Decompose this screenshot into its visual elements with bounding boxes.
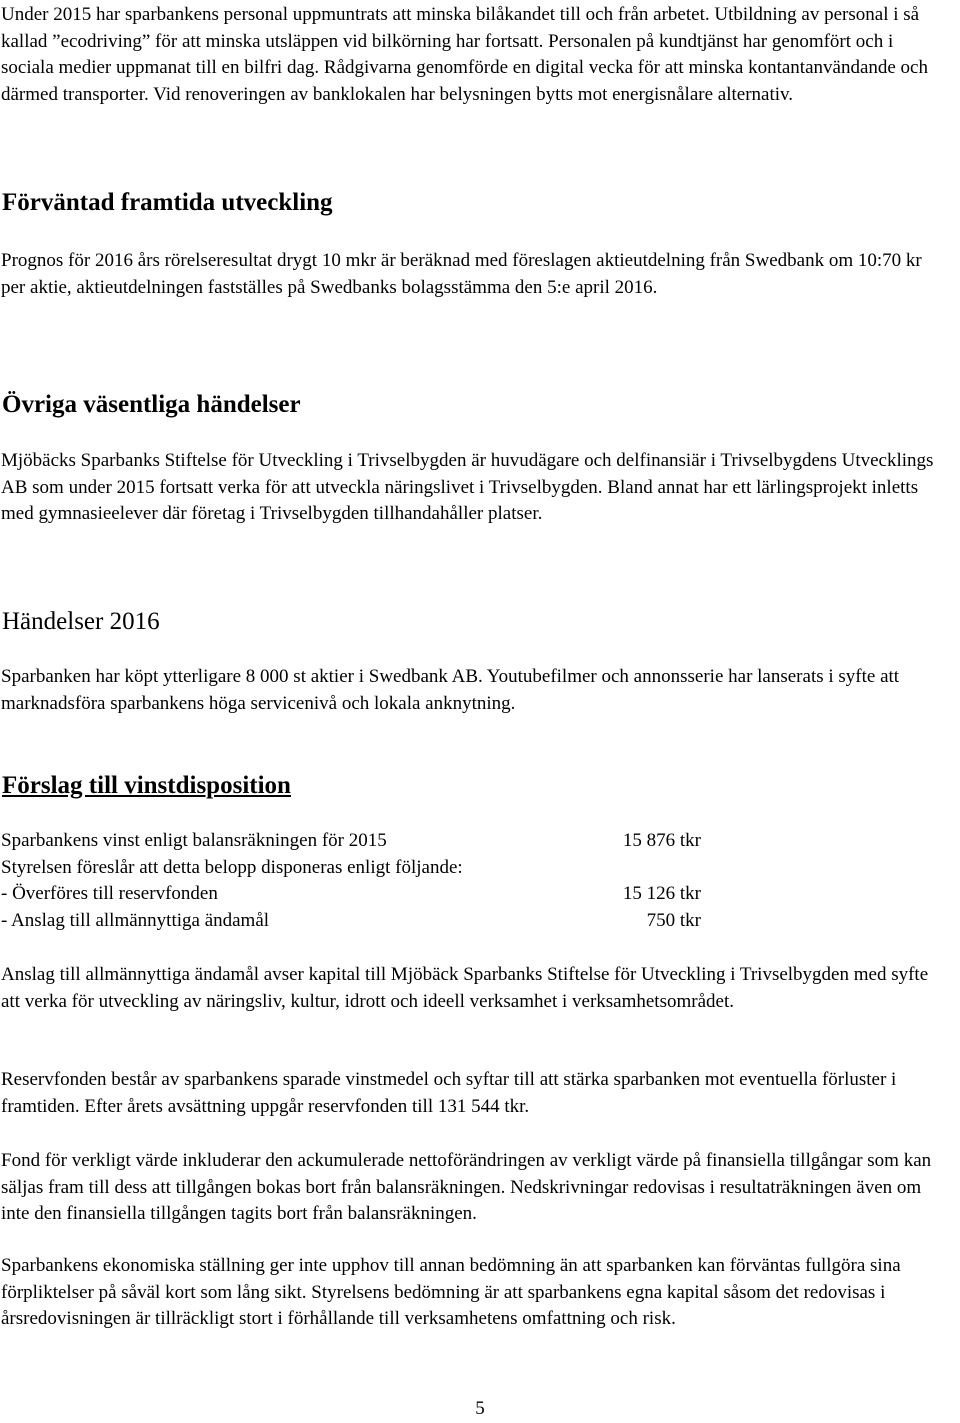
fair-value-fund-paragraph: Fond för verkligt värde inkluderar den ackumulerade nettoförändringen av verkligt värde på finansiella tillgångar som kan säljas fram till dess att tillgången bokas bort från balansräkningen. Nedskrivningar redovisas i resultaträkningen även om inte den finansiella tillgången tagits bort från balansräkningen. xyxy=(1,1150,932,1224)
page-number: 5 xyxy=(475,1398,485,1419)
allocation-paragraph: Anslag till allmännyttiga ändamål avser kapital till Mjöbäck Sparbanks Stiftelse för Utveckling i Trivselbygden med syfte att verka för utveckling av näringsliv, kultur, idrott och ideell verksamhet i verksamhetsområdet. xyxy=(1,964,929,1012)
disposition-row xyxy=(1,908,721,935)
other-events-text: Mjöbäcks Sparbanks Stiftelse för Utveckling i Trivselbygden är huvudägare och delfinansiär i Trivselbygdens Utvecklings AB som under 2015 fortsatt verka för att utveckla näringslivet i Trivselbygden. Bland annat har ett lärlingsprojekt inletts med gymnasieelever där företag i Trivselbygden tillhandahåller platser. xyxy=(1,450,934,524)
financial-position-paragraph: Sparbankens ekonomiska ställning ger inte upphov till annan bedömning än att sparbanken kan förväntas fullgöra sina förpliktelser på såväl kort som lång sikt. Styrelsens bedömning är att sparbankens egna kapital såsom det redovisas i årsredovisningen är tillräckligt stort i förhållande till verksamhetens omfattning och risk. xyxy=(1,1255,901,1329)
disposition-table xyxy=(1,828,721,934)
disposition-row xyxy=(1,855,721,882)
disposition-label: - Överföres till reservfonden xyxy=(1,883,218,904)
disposition-amount: 15 876 tkr xyxy=(622,830,701,851)
future-development-text: Prognos för 2016 års rörelseresultat drygt 10 mkr är beräknad med föreslagen aktieutdelning från Swedbank om 10:70 kr per aktie, aktieutdelningen fastställes på Swedbanks bolagsstämma den 5:e april 2016. xyxy=(1,250,922,298)
disposition-label: Sparbankens vinst enligt balansräkningen för 2015 xyxy=(1,830,387,851)
heading-events-2016: Händelser 2016 xyxy=(2,608,160,635)
disposition-row xyxy=(1,828,721,855)
intro-paragraph: Under 2015 har sparbankens personal uppmuntrats att minska bilåkandet till och från arbetet. Utbildning av personal i så kallad ”ecodriving” för att minska utsläppen vid bilkörning har fortsatt. Personalen på kundtjänst har genomfört och i sociala medier uppmanat till en bilfri dag. Rådgivarna genomförde en digital vecka för att minska kontantanvändande och därmed transporter. Vid renoveringen av banklokalen har belysningen bytts mot energisnålare alternativ. xyxy=(1,4,928,105)
disposition-row xyxy=(1,881,721,908)
reserve-fund-paragraph: Reservfonden består av sparbankens sparade vinstmedel och syftar till att stärka sparbanken mot eventuella förluster i framtiden. Efter årets avsättning uppgår reservfonden till 131 544 tkr. xyxy=(1,1069,897,1117)
heading-other-events: Övriga väsentliga händelser xyxy=(2,391,301,418)
disposition-amount: 15 126 tkr xyxy=(622,883,701,904)
disposition-amount: 750 tkr xyxy=(646,909,701,931)
heading-future-development: Förväntad framtida utveckling xyxy=(2,189,333,216)
disposition-label: - Anslag till allmännyttiga ändamål xyxy=(1,909,270,931)
events-2016-text: Sparbanken har köpt ytterligare 8 000 st aktier i Swedbank AB. Youtubefilmer och annonsserie har lanserats i syfte att marknadsföra sparbankens höga servicenivå och lokala anknytning. xyxy=(1,666,900,714)
heading-profit-disposition: Förslag till vinstdisposition xyxy=(2,772,291,799)
disposition-label: Styrelsen föreslår att detta belopp disponeras enligt följande: xyxy=(1,856,463,878)
